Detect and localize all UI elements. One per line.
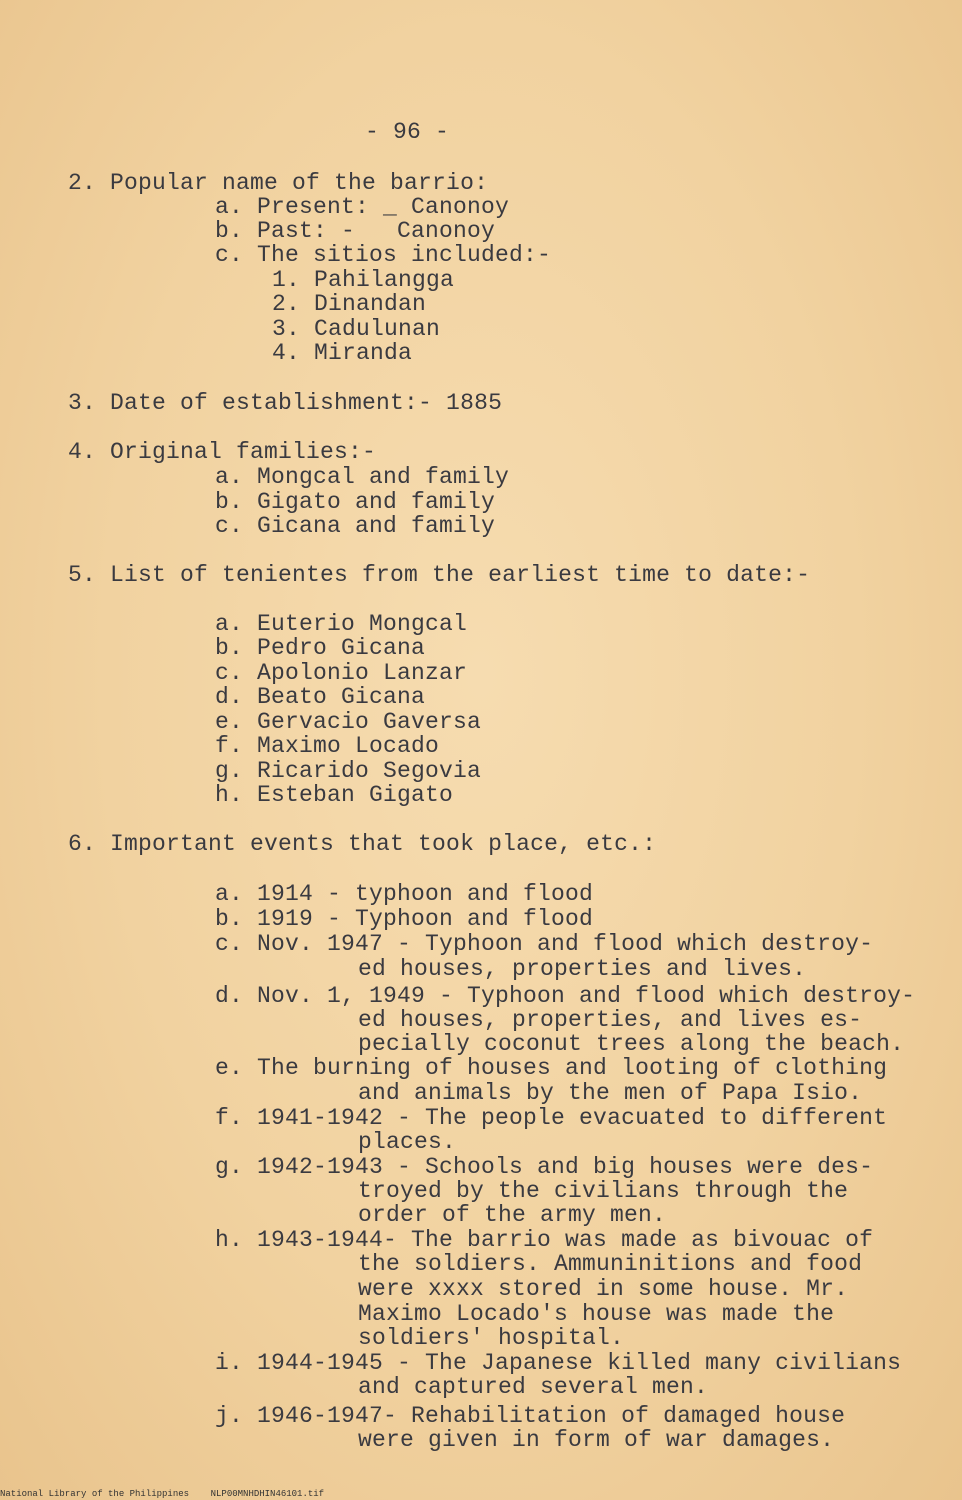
event-item: d. Nov. 1, 1949 - Typhoon and flood which destroy-	[215, 983, 916, 1009]
event-item-cont: the soldiers. Ammuninitions and food	[358, 1251, 863, 1277]
event-item-cont: and animals by the men of Papa Isio.	[358, 1080, 863, 1106]
teniente-item: f. Maximo Locado	[215, 733, 440, 759]
event-item: b. 1919 - Typhoon and flood	[215, 906, 594, 932]
teniente-item: h. Esteban Gigato	[215, 782, 454, 808]
event-item-cont: pecially coconut trees along the beach.	[358, 1031, 905, 1057]
event-item: a. 1914 - typhoon and flood	[215, 881, 594, 907]
section-6-heading: 6. Important events that took place, etc.:	[68, 831, 657, 857]
event-item-cont: soldiers' hospital.	[358, 1325, 625, 1351]
sitio-item: 4. Miranda	[272, 340, 413, 366]
teniente-item: d. Beato Gicana	[215, 684, 426, 710]
sitio-item: 3. Cadulunan	[272, 316, 441, 342]
event-item-cont: ed houses, properties and lives.	[358, 956, 807, 982]
event-item-cont: and captured several men.	[358, 1374, 709, 1400]
section-2-present: a. Present: _ Canonoy	[215, 194, 510, 220]
teniente-item: c. Apolonio Lanzar	[215, 660, 468, 686]
event-item-cont: order of the army men.	[358, 1202, 667, 1228]
event-item-cont: places.	[358, 1129, 457, 1155]
event-item-cont: ed houses, properties, and lives es-	[358, 1007, 863, 1033]
section-5-heading: 5. List of tenientes from the earliest time to date:-	[68, 562, 811, 588]
family-item: c. Gicana and family	[215, 513, 496, 539]
event-item-cont: were xxxx stored in some house. Mr.	[358, 1276, 849, 1302]
archive-footer: National Library of the Philippines NLP00MNHDHIN46101.tif	[0, 1489, 325, 1499]
section-2-past: b. Past: - Canonoy	[215, 218, 496, 244]
teniente-item: a. Euterio Mongcal	[215, 611, 468, 637]
section-4-heading: 4. Original families:-	[68, 439, 377, 465]
event-item: j. 1946-1947- Rehabilitation of damaged house	[215, 1403, 846, 1429]
event-item-cont: Maximo Locado's house was made the	[358, 1301, 835, 1327]
event-item-cont: troyed by the civilians through the	[358, 1178, 849, 1204]
event-item: i. 1944-1945 - The Japanese killed many civilians	[215, 1350, 902, 1376]
event-item: f. 1941-1942 - The people evacuated to different	[215, 1105, 888, 1131]
event-item: c. Nov. 1947 - Typhoon and flood which destroy-	[215, 931, 874, 957]
family-item: b. Gigato and family	[215, 489, 496, 515]
event-item-cont: were given in form of war damages.	[358, 1427, 835, 1453]
sitio-item: 2. Dinandan	[272, 291, 427, 317]
section-3-heading: 3. Date of establishment:- 1885	[68, 390, 503, 416]
teniente-item: e. Gervacio Gaversa	[215, 709, 482, 735]
teniente-item: b. Pedro Gicana	[215, 635, 426, 661]
event-item: h. 1943-1944- The barrio was made as bivouac of	[215, 1227, 874, 1253]
teniente-item: g. Ricarido Segovia	[215, 758, 482, 784]
page-number: - 96 -	[365, 119, 450, 145]
family-item: a. Mongcal and family	[215, 464, 510, 490]
sitio-item: 1. Pahilangga	[272, 267, 455, 293]
event-item: e. The burning of houses and looting of clothing	[215, 1055, 888, 1081]
event-item: g. 1942-1943 - Schools and big houses were des-	[215, 1154, 874, 1180]
section-2-heading: 2. Popular name of the barrio:	[68, 170, 489, 196]
section-2-sitios-label: c. The sitios included:-	[215, 242, 552, 268]
